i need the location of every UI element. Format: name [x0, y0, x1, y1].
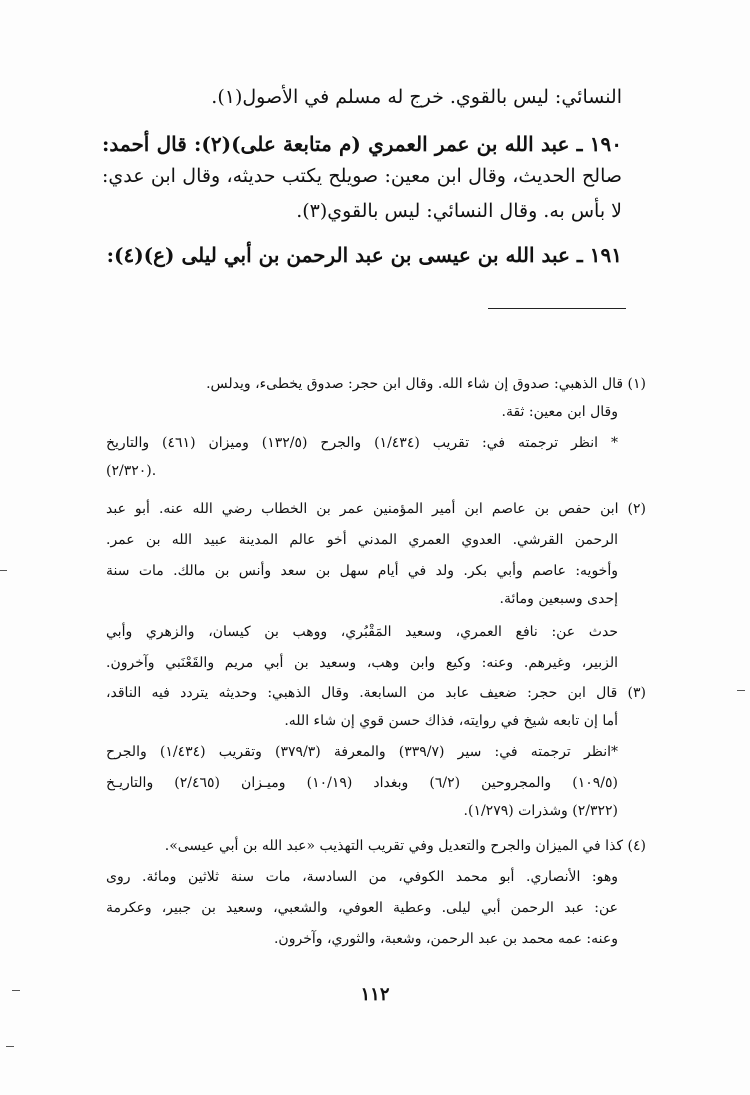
scan-edge-mark	[6, 1046, 14, 1047]
footnote-4-line-4: وعنه: عمه محمد بن عبد الرحمن، وشعبة، والثوري، وآخرون.	[273, 931, 618, 947]
footnote-2-line-4: إحدى وسبعين ومائة.	[499, 591, 618, 607]
footnote-1-line-3: * انظر ترجمته في: تقريب (١/٤٣٤) والجرح (١٣٢/٥) وميزان (٤٦١) والتاريخ	[106, 435, 618, 451]
main-text-line-4: لا بأس به. وقال النسائي: ليس بالقوي(٣).	[296, 200, 622, 222]
footnote-2-line-5: حدث عن: نافع العمري، وسعيد المَقْبُري، ووهب بن كيسان، والزهري وأبي	[106, 624, 618, 640]
entry-190-heading: ١٩٠ ـ عبد الله بن عمر العمري (م متابعة على)(٢): قال أحمد:	[102, 132, 622, 156]
footnote-1-line-1: (١) قال الذهبي: صدوق إن شاء الله. وقال ابن حجر: صدوق يخطىء، ويدلس.	[206, 376, 646, 392]
footnote-4-line-1: (٤) كذا في الميزان والجرح والتعديل وفي تقريب التهذيب «عبد الله بن أبي عيسى».	[164, 838, 646, 854]
footnote-3-line-5: (٢/٣٢٢) وشذرات (١/٢٧٩).	[463, 803, 618, 819]
footnote-3-line-3: *انظر ترجمته في: سير (٣٣٩/٧) والمعرفة (٣٧٩/٣) وتقريب (١/٤٣٤) والجرح	[106, 744, 618, 760]
footnote-3-line-1: (٣) قال ابن حجر: ضعيف عابد من السابعة. وقال الذهبي: وحديثه يتردد فيه الناقد،	[106, 685, 646, 701]
footnote-1-line-2: وقال ابن معين: ثقة.	[501, 404, 618, 420]
scan-edge-mark	[737, 690, 745, 691]
footnote-3-line-4: (١٠٩/٥) والمجروحين (٦/٢) وبغداد (١٠/١٩) وميـزان (٢/٤٦٥) والتاريـخ	[106, 775, 618, 791]
scan-edge-mark	[0, 570, 7, 571]
main-text-line-1: النسائي: ليس بالقوي. خرج له مسلم في الأصول(١).	[211, 86, 622, 108]
footnote-2-line-1: (٢) ابن حفص بن عاصم ابن أمير المؤمنين عمر بن الخطاب رضي الله عنه. أبو عبد	[106, 501, 646, 517]
footnote-4-line-2: وهو: الأنصاري. أبو محمد الكوفي، من السادسة، مات سنة ثلاثين ومائة. روى	[106, 869, 618, 885]
footnote-2-line-3: وأخويه: عاصم وأبي بكر. ولد في أيام سهل بن سعد وأنس بن مالك. مات سنة	[106, 563, 618, 579]
page-number: ١١٢	[360, 984, 390, 1005]
entry-191-heading: ١٩١ ـ عبد الله بن عيسى بن عبد الرحمن بن أبي ليلى (ع)(٤):	[106, 243, 622, 267]
footnote-3-line-2: أما إن تابعه شيخ في روايته، فذاك حسن قوي إن شاء الله.	[284, 713, 618, 729]
main-text-line-3: صالح الحديث، وقال ابن معين: صويلح يكتب حديثه، وقال ابن عدي:	[102, 165, 622, 187]
footnote-2-line-6: الزبير، وغيرهم. وعنه: وكيع وابن وهب، وسعيد بن أبي مريم والقَعْنَبي وآخرون.	[106, 655, 618, 671]
scan-edge-mark	[12, 990, 20, 991]
footnote-4-line-3: عن: عبد الرحمن أبي ليلى. وعطية العوفي، والشعبي، وسعيد بن جبير، وعكرمة	[106, 900, 618, 916]
footnote-separator	[488, 308, 626, 309]
footnote-1-line-4: (٢/٣٢٠).	[106, 463, 157, 479]
footnote-2-line-2: الرحمن القرشي. العدوي العمري المدني أخو عالم المدينة عبيد الله بن عمر.	[106, 532, 618, 548]
